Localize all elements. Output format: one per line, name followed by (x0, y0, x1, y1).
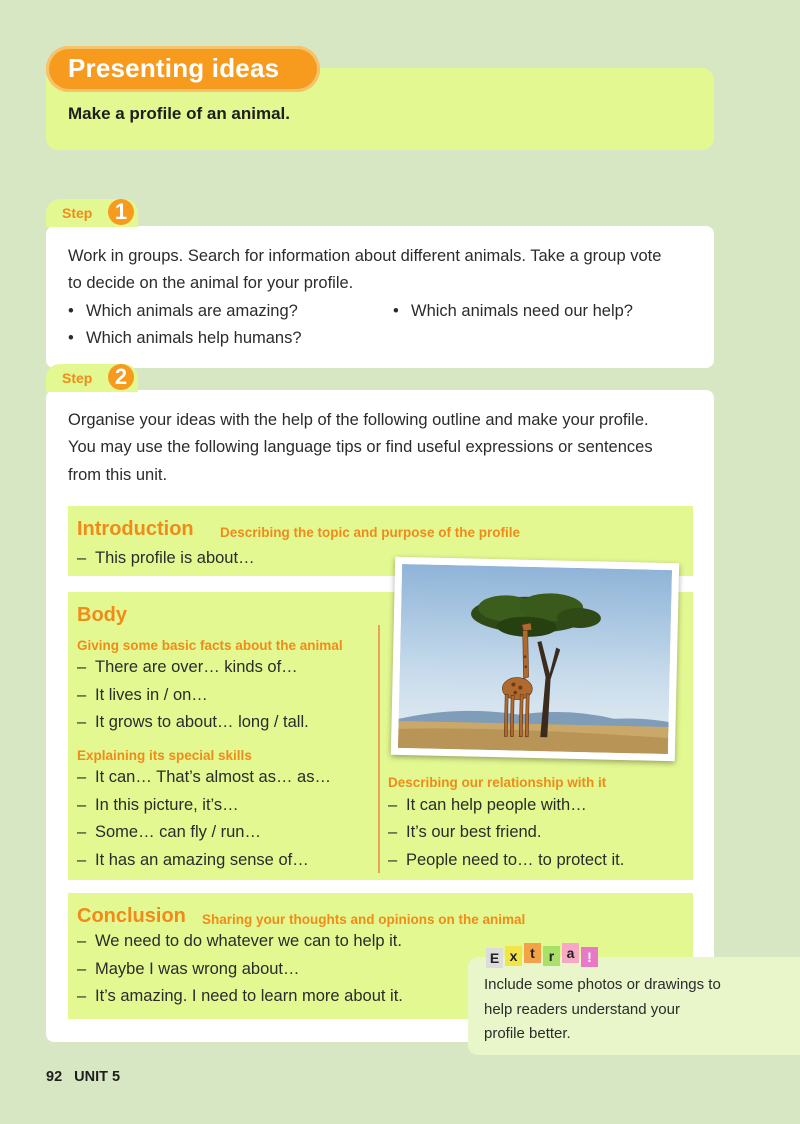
list-item: – It’s our best friend. (388, 823, 541, 842)
step-number: 1 (108, 199, 134, 225)
extra-letter: t (524, 943, 541, 963)
page-footer (46, 1069, 120, 1085)
extra-badge (482, 942, 602, 972)
list-item: – We need to do whatever we can to help it. (77, 932, 402, 951)
bullet-item: • Which animals help humans? (68, 329, 302, 348)
introduction-title: Introduction (77, 518, 194, 540)
step-1-line-1: Work in groups. Search for information about different animals. Take a group vote (68, 247, 662, 265)
list-item: – It’s amazing. I need to learn more about it. (77, 987, 403, 1006)
page-title-text: Presenting ideas (68, 53, 280, 83)
step-2-line-2: You may use the following language tips or find useful expressions or sentences (68, 438, 653, 456)
facts-heading: Giving some basic facts about the animal (77, 638, 343, 653)
relationship-heading: Describing our relationship with it (388, 775, 607, 790)
bullet-item: • Which animals need our help? (393, 302, 633, 321)
page-number: 92 (46, 1069, 63, 1085)
step-label: Step (62, 370, 93, 386)
page-title (46, 46, 320, 92)
unit-label: UNIT 5 (74, 1069, 121, 1085)
step-2-tab (46, 364, 138, 392)
skills-heading: Explaining its special skills (77, 748, 252, 763)
extra-letter: E (486, 948, 503, 968)
list-item: – People need to… to protect it. (388, 851, 624, 870)
extra-letter: x (505, 946, 522, 966)
column-divider (378, 625, 380, 873)
list-item: – Some… can fly / run… (77, 823, 261, 842)
task-text: Make a profile of an animal. (68, 104, 291, 123)
giraffe-photo (391, 557, 679, 761)
list-item: – Maybe I was wrong about… (77, 960, 300, 979)
body-title: Body (77, 604, 127, 626)
extra-letter: r (543, 946, 560, 966)
conclusion-title: Conclusion (77, 905, 186, 927)
giraffe-image (398, 564, 672, 754)
list-item: – It can help people with… (388, 796, 587, 815)
step-number: 2 (108, 364, 134, 390)
introduction-subtitle: Describing the topic and purpose of the profile (220, 525, 521, 540)
bullet-item: • Which animals are amazing? (68, 302, 298, 321)
step-label: Step (62, 205, 93, 221)
list-item: – This profile is about… (77, 549, 255, 568)
list-item: – It lives in / on… (77, 686, 208, 705)
list-item: – It can… That’s almost as… as… (77, 768, 331, 787)
step-1-panel (46, 226, 714, 368)
extra-text: Include some photos or drawings to help readers understand your profile better. (484, 976, 721, 1042)
list-item: – It has an amazing sense of… (77, 851, 309, 870)
step-2-line-1: Organise your ideas with the help of the following outline and make your profile. (68, 411, 649, 429)
conclusion-subtitle: Sharing your thoughts and opinions on the animal (202, 912, 526, 927)
step-1-tab (46, 199, 138, 227)
list-item: – It grows to about… long / tall. (77, 713, 309, 732)
list-item: – In this picture, it’s… (77, 796, 239, 815)
step-1-line-2: to decide on the animal for your profile. (68, 274, 354, 292)
list-item: – There are over… kinds of… (77, 658, 298, 677)
extra-letter: ! (581, 947, 598, 967)
extra-letter: a (562, 943, 579, 963)
step-2-line-3: from this unit. (68, 466, 168, 484)
